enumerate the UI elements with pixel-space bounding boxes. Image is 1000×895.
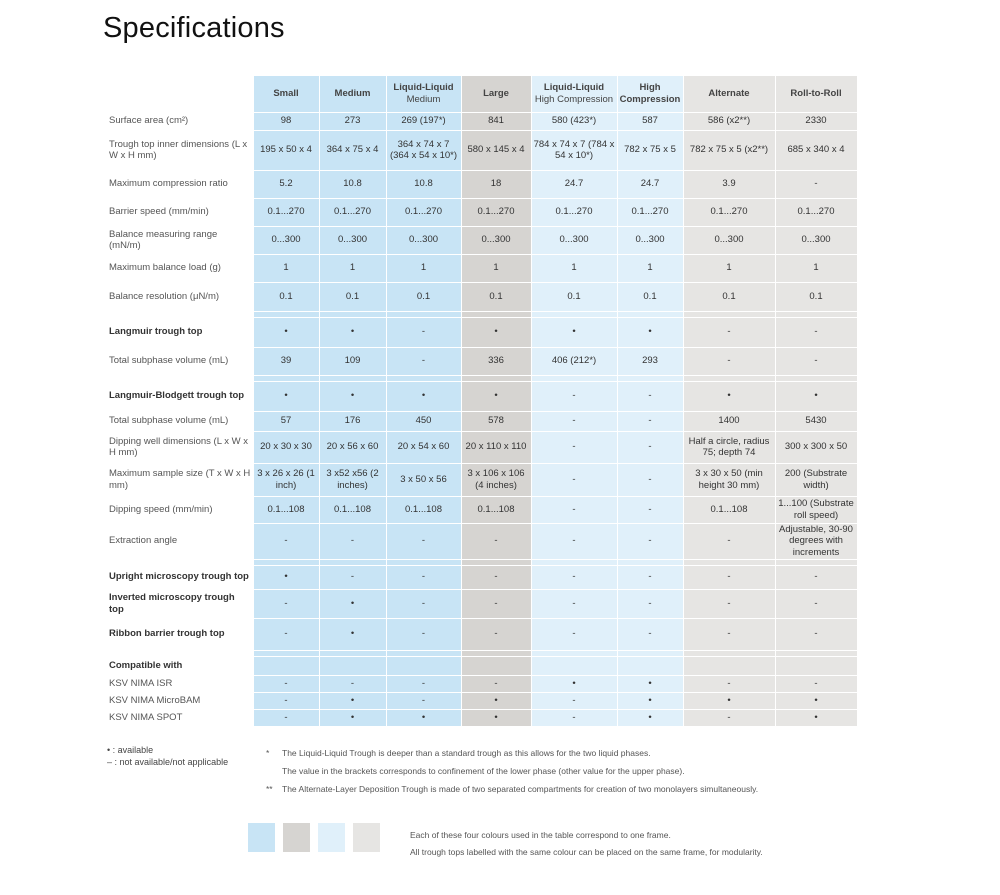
table-cell	[683, 656, 775, 675]
table-cell: 0.1...108	[683, 496, 775, 523]
table-cell: •	[386, 381, 461, 411]
row-label: Ribbon barrier trough top	[107, 618, 253, 650]
table-cell: 685 x 340 x 4	[775, 130, 857, 170]
table-cell: -	[683, 709, 775, 726]
table-cell: 57	[253, 411, 319, 431]
column-header	[386, 76, 461, 112]
table-cell: 782 x 75 x 5	[617, 130, 683, 170]
table-cell: •	[253, 381, 319, 411]
footnote-mark: *	[266, 748, 270, 758]
table-cell: 1	[386, 254, 461, 282]
table-cell: 0...300	[319, 226, 386, 254]
table-cell: -	[775, 589, 857, 618]
swatch-light-grey	[353, 823, 380, 852]
table-cell: 0...300	[386, 226, 461, 254]
table-cell: -	[319, 523, 386, 559]
table-cell: 98	[253, 112, 319, 130]
footnote-text: The Alternate-Layer Deposition Trough is made of two separated compartments for creation of two monolayers simultaneously.	[282, 784, 759, 794]
table-row	[107, 656, 857, 675]
table-cell: -	[386, 589, 461, 618]
table-cell: 0.1	[319, 282, 386, 311]
table-cell: •	[531, 317, 617, 347]
table-cell: -	[386, 523, 461, 559]
table-cell: -	[683, 317, 775, 347]
table-cell: -	[617, 618, 683, 650]
table-cell: 2330	[775, 112, 857, 130]
table-cell: 1	[319, 254, 386, 282]
footnotes	[266, 744, 758, 798]
table-cell: -	[775, 565, 857, 589]
table-cell: •	[775, 692, 857, 709]
column-header	[319, 76, 386, 112]
table-cell: 0.1...108	[253, 496, 319, 523]
table-cell: -	[531, 618, 617, 650]
column-header	[531, 76, 617, 112]
table-cell: 200 (Substrate width)	[775, 463, 857, 496]
row-label: Surface area (cm²)	[107, 112, 253, 130]
table-cell: -	[683, 523, 775, 559]
row-label: Extraction angle	[107, 523, 253, 559]
table-cell: -	[253, 709, 319, 726]
table-cell: -	[531, 589, 617, 618]
table-row	[107, 411, 857, 431]
table-cell: 18	[461, 170, 531, 198]
table-cell: •	[319, 709, 386, 726]
table-cell: 364 x 74 x 7 (364 x 54 x 10*)	[386, 130, 461, 170]
table-cell: 0.1...270	[617, 198, 683, 226]
table-cell: 0.1...108	[319, 496, 386, 523]
table-cell: -	[461, 618, 531, 650]
table-cell: 580 x 145 x 4	[461, 130, 531, 170]
table-cell: 1400	[683, 411, 775, 431]
column-header-line: Medium	[406, 93, 441, 105]
table-corner	[107, 76, 253, 112]
table-cell: -	[386, 317, 461, 347]
legend-available: • : available	[107, 745, 154, 755]
table-cell: •	[319, 589, 386, 618]
table-row	[107, 254, 857, 282]
table-cell: 0.1	[617, 282, 683, 311]
table-cell: 0.1	[253, 282, 319, 311]
column-header	[683, 76, 775, 112]
swatch-note	[410, 827, 763, 861]
table-cell: -	[253, 523, 319, 559]
table-cell: 0...300	[253, 226, 319, 254]
table-cell: 587	[617, 112, 683, 130]
table-cell: 0.1...270	[775, 198, 857, 226]
table-cell: -	[617, 496, 683, 523]
table-cell	[253, 656, 319, 675]
row-label: Langmuir-Blodgett trough top	[107, 381, 253, 411]
table-row	[107, 130, 857, 170]
column-header-line: Small	[273, 88, 299, 99]
table-cell: •	[253, 317, 319, 347]
table-cell: -	[775, 675, 857, 692]
column-header	[461, 76, 531, 112]
swatch-note-line: All trough tops labelled with the same colour can be placed on the same frame, for modularity.	[410, 847, 763, 857]
table-cell: 0.1...270	[531, 198, 617, 226]
table-cell: 0.1	[531, 282, 617, 311]
table-cell	[461, 656, 531, 675]
table-cell	[319, 656, 386, 675]
legend	[107, 744, 228, 768]
table-row	[107, 692, 857, 709]
column-header-line: Alternate	[708, 88, 750, 99]
row-label: Maximum compression ratio	[107, 170, 253, 198]
table-cell: •	[683, 692, 775, 709]
table-cell: •	[461, 692, 531, 709]
row-label: KSV NIMA MicroBAM	[107, 692, 253, 709]
table-cell: 293	[617, 347, 683, 375]
column-header-line: Liquid-Liquid	[543, 82, 605, 94]
table-row	[107, 226, 857, 254]
legend-not-available: – : not available/not applicable	[107, 757, 229, 767]
table-cell: •	[461, 381, 531, 411]
table-cell: 406 (212*)	[531, 347, 617, 375]
table-cell: 1...100 (Substrate roll speed)	[775, 496, 857, 523]
table-cell: 0.1...108	[461, 496, 531, 523]
table-cell: -	[253, 618, 319, 650]
table-cell: 273	[319, 112, 386, 130]
table-cell: Adjustable, 30-90 degrees with increments	[775, 523, 857, 559]
table-cell: 0.1...270	[386, 198, 461, 226]
colour-swatches	[248, 823, 380, 852]
row-label: Compatible with	[107, 656, 253, 675]
table-cell: 1	[461, 254, 531, 282]
table-cell: 0...300	[531, 226, 617, 254]
table-cell: 24.7	[531, 170, 617, 198]
table-cell: 5.2	[253, 170, 319, 198]
table-cell: -	[617, 523, 683, 559]
table-row	[107, 431, 857, 463]
table-cell: 586 (x2**)	[683, 112, 775, 130]
table-cell	[775, 656, 857, 675]
table-cell: -	[617, 589, 683, 618]
table-cell: 3 x 50 x 56	[386, 463, 461, 496]
table-cell: -	[386, 565, 461, 589]
table-cell: •	[617, 709, 683, 726]
table-cell: -	[683, 675, 775, 692]
column-header-line: Large	[483, 88, 509, 99]
table-cell: -	[617, 431, 683, 463]
table-cell	[531, 656, 617, 675]
table-cell: -	[386, 618, 461, 650]
table-cell: •	[319, 317, 386, 347]
row-label: Langmuir trough top	[107, 317, 253, 347]
column-header-line: Compression	[619, 93, 681, 105]
swatch-note-line: Each of these four colours used in the table correspond to one frame.	[410, 830, 671, 840]
swatch-light-blue	[318, 823, 345, 852]
table-cell: -	[386, 675, 461, 692]
table-cell: 39	[253, 347, 319, 375]
table-row	[107, 170, 857, 198]
table-cell: 782 x 75 x 5 (x2**)	[683, 130, 775, 170]
row-label: Maximum balance load (g)	[107, 254, 253, 282]
table-cell: 20 x 56 x 60	[319, 431, 386, 463]
table-cell: -	[461, 523, 531, 559]
table-row	[107, 463, 857, 496]
column-header	[617, 76, 683, 112]
table-cell: 10.8	[319, 170, 386, 198]
table-cell: -	[531, 496, 617, 523]
table-cell: -	[531, 692, 617, 709]
table-cell: •	[683, 381, 775, 411]
table-cell: 450	[386, 411, 461, 431]
footnote-mark: **	[266, 784, 273, 794]
table-cell: 3 x 26 x 26 (1 inch)	[253, 463, 319, 496]
swatch-grey	[283, 823, 310, 852]
table-cell: -	[531, 381, 617, 411]
table-cell: 3.9	[683, 170, 775, 198]
table-cell: 0...300	[617, 226, 683, 254]
table-cell: 176	[319, 411, 386, 431]
table-cell: 300 x 300 x 50	[775, 431, 857, 463]
table-cell: 364 x 75 x 4	[319, 130, 386, 170]
table-row	[107, 523, 857, 559]
table-cell: 0.1...270	[461, 198, 531, 226]
table-cell: -	[775, 170, 857, 198]
table-cell: -	[461, 565, 531, 589]
table-cell: -	[617, 463, 683, 496]
table-cell: 0.1	[775, 282, 857, 311]
table-row	[107, 589, 857, 618]
table-cell: -	[386, 692, 461, 709]
footnote-1	[266, 744, 758, 762]
table-cell: -	[683, 347, 775, 375]
column-header-line: Roll-to-Roll	[790, 88, 842, 99]
table-cell: 0.1...270	[683, 198, 775, 226]
table-cell: -	[461, 675, 531, 692]
table-cell: -	[775, 618, 857, 650]
footnote-text: The value in the brackets corresponds to confinement of the lower phase (other value for the upper phase).	[282, 766, 685, 776]
column-header	[775, 76, 857, 112]
table-cell: 0.1...270	[319, 198, 386, 226]
table-cell: 5430	[775, 411, 857, 431]
table-cell: •	[531, 675, 617, 692]
table-cell: 0.1...270	[253, 198, 319, 226]
row-label: Total subphase volume (mL)	[107, 411, 253, 431]
table-cell: -	[683, 589, 775, 618]
table-cell: -	[617, 565, 683, 589]
row-label: KSV NIMA ISR	[107, 675, 253, 692]
table-cell: -	[775, 317, 857, 347]
table-row	[107, 618, 857, 650]
table-cell: -	[683, 565, 775, 589]
table-cell: 3 x 106 x 106 (4 inches)	[461, 463, 531, 496]
column-header	[253, 76, 319, 112]
footnote-1-continued	[266, 762, 758, 780]
specifications-table	[107, 76, 858, 727]
table-cell: 841	[461, 112, 531, 130]
row-label: Dipping well dimensions (L x W x H mm)	[107, 431, 253, 463]
table-cell: -	[531, 523, 617, 559]
row-label: Balance resolution (μN/m)	[107, 282, 253, 311]
table-cell: •	[775, 709, 857, 726]
row-label: KSV NIMA SPOT	[107, 709, 253, 726]
table-cell: 195 x 50 x 4	[253, 130, 319, 170]
table-cell: 20 x 110 x 110	[461, 431, 531, 463]
table-cell: 1	[617, 254, 683, 282]
table-cell	[386, 656, 461, 675]
footnote-2	[266, 780, 758, 798]
table-cell: •	[253, 565, 319, 589]
column-header-line: High	[639, 82, 661, 94]
table-header-row	[107, 76, 857, 112]
table-cell	[617, 656, 683, 675]
table-cell: -	[775, 347, 857, 375]
table-cell: -	[531, 411, 617, 431]
table-cell: •	[319, 381, 386, 411]
table-cell: -	[531, 565, 617, 589]
column-header-line: Liquid-Liquid	[393, 82, 454, 94]
table-cell: -	[386, 347, 461, 375]
row-label: Maximum sample size (T x W x H mm)	[107, 463, 253, 496]
table-row	[107, 381, 857, 411]
table-row	[107, 282, 857, 311]
page-title: Specifications	[103, 12, 285, 44]
table-cell: 1	[253, 254, 319, 282]
row-label: Barrier speed (mm/min)	[107, 198, 253, 226]
table-row	[107, 496, 857, 523]
table-cell: 0.1	[386, 282, 461, 311]
table-cell: •	[617, 675, 683, 692]
row-label: Dipping speed (mm/min)	[107, 496, 253, 523]
table-cell: 1	[775, 254, 857, 282]
table-row	[107, 675, 857, 692]
table-cell: 0.1	[461, 282, 531, 311]
table-cell: -	[617, 381, 683, 411]
table-cell: 3 x52 x56 (2 inches)	[319, 463, 386, 496]
table-cell: 1	[531, 254, 617, 282]
table-cell: -	[253, 675, 319, 692]
table-cell: •	[319, 692, 386, 709]
table-cell: 20 x 30 x 30	[253, 431, 319, 463]
column-header-line: High Compression	[534, 93, 614, 105]
table-cell: •	[775, 381, 857, 411]
table-cell: •	[461, 709, 531, 726]
table-cell: •	[617, 317, 683, 347]
table-row	[107, 709, 857, 726]
table-cell: 1	[683, 254, 775, 282]
table-cell: -	[319, 565, 386, 589]
table-row	[107, 565, 857, 589]
row-label: Balance measuring range (mN/m)	[107, 226, 253, 254]
table-cell: 336	[461, 347, 531, 375]
table-cell: •	[461, 317, 531, 347]
table-cell: 578	[461, 411, 531, 431]
table-cell: 3 x 30 x 50 (min height 30 mm)	[683, 463, 775, 496]
table-cell: -	[461, 589, 531, 618]
table-cell: -	[531, 431, 617, 463]
table-cell: 20 x 54 x 60	[386, 431, 461, 463]
swatch-blue	[248, 823, 275, 852]
table-cell: Half a circle, radius 75; depth 74	[683, 431, 775, 463]
table-cell: -	[531, 709, 617, 726]
table-cell: 109	[319, 347, 386, 375]
table-cell: 0...300	[683, 226, 775, 254]
table-cell: 0.1	[683, 282, 775, 311]
table-row	[107, 112, 857, 130]
table-cell: •	[319, 618, 386, 650]
table-cell: 269 (197*)	[386, 112, 461, 130]
table-cell: 784 x 74 x 7 (784 x 54 x 10*)	[531, 130, 617, 170]
table-cell: -	[253, 692, 319, 709]
row-label: Trough top inner dimensions (L x W x H mm)	[107, 130, 253, 170]
table-row	[107, 198, 857, 226]
row-label: Upright microscopy trough top	[107, 565, 253, 589]
table-cell: 24.7	[617, 170, 683, 198]
table-cell: -	[683, 618, 775, 650]
table-cell: 0...300	[461, 226, 531, 254]
table-cell: -	[253, 589, 319, 618]
table-cell: 0...300	[775, 226, 857, 254]
table-cell: •	[386, 709, 461, 726]
column-header-line: Medium	[334, 88, 371, 99]
row-label: Inverted microscopy trough top	[107, 589, 253, 618]
table-row	[107, 317, 857, 347]
table-cell: 0.1...108	[386, 496, 461, 523]
table-cell: 580 (423*)	[531, 112, 617, 130]
table-cell: -	[617, 411, 683, 431]
table-cell: •	[617, 692, 683, 709]
table-cell: 10.8	[386, 170, 461, 198]
table-cell: -	[319, 675, 386, 692]
footnote-text: The Liquid-Liquid Trough is deeper than a standard trough as this allows for the two liquid phases.	[282, 748, 651, 758]
row-label: Total subphase volume (mL)	[107, 347, 253, 375]
table-cell: -	[531, 463, 617, 496]
table-row	[107, 347, 857, 375]
